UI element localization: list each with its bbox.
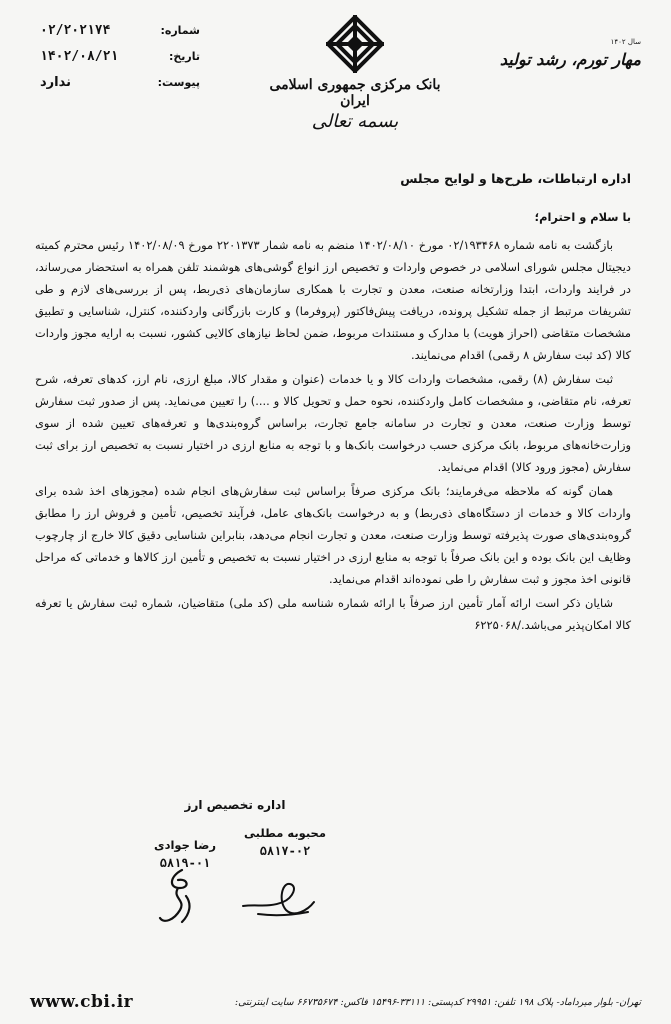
signing-department: اداره تخصیص ارز — [184, 798, 286, 812]
footer — [30, 992, 641, 1012]
meta-attachment-label: پیوست: — [157, 76, 200, 89]
paragraph-3: همان گونه که ملاحظه می‌فرمایند؛ بانک مرکزی صرفاً براساس ثبت سفارش‌های انجام شده (مجوزهای اخذ شده برای واردات کالا و خدمات از دستگاه‌های ذی‌ربط) و به درخواست بانک‌های عامل، فرآیند تخصیص، تأمین و فروش ارز را مطابق گروه‌بندی‌های صورت پذیرفته توسط وزارت صنعت، معدن و تجارت انجام می‌دهد، بنابراین شناسایی دقیق کالا خارج از چارچوب وظایف این بانک بوده و این بانک صرفاً با توجه به منابع ارزی در اختیار نسبت به تخصیص و تأمین ارز کالاها و خدماتی که مراحل قانونی اخذ مجوز و ثبت سفارش را طی نموده‌اند اقدام می‌نماید. — [35, 484, 631, 586]
meta-date-label: تاریخ: — [168, 50, 200, 63]
signer-1-code: ۵۸۱۷-۰۲ — [259, 844, 311, 858]
slogan-year: سال ۱۴۰۲ — [610, 38, 641, 46]
paragraph-1: بازگشت به نامه شماره ۰۲/۱۹۳۴۶۸ مورخ ۱۴۰۲/۰۸/۱۰ منضم به نامه شمار ۲۲۰۱۳۷۳ مورخ ۱۴۰۲/۰۸/۰۹ رئیس محترم کمیته دیجیتال مجلس شورای اسلامی در خصوص واردات و تخصیص ارز انواع گوشی‌های هوشمند تلفن همراه به استحضار می‌رساند، در فرایند واردات، ابتدا وزارتخانه صنعت، معدن و تجارت با همکاری سازمان‌های ذی‌ربط، پس از بررسی‌های لازم و طی تشریفات مرتبط از جمله تشکیل پرونده، دریافت پیش‌فاکتور (پروفرما) و کارت بازرگانی واردکننده، کنترل، شناسایی و تطبیق مشخصات متقاضی (احراز هویت) با مدارک و مستندات مربوط، ضمن لحاظ نیازهای کالایی کشور، نسبت به ارایه مجوز واردات کالا (کد ثبت سفارش ۸ رقمی) اقدام می‌نمایند. — [35, 238, 631, 362]
letter-body — [35, 168, 631, 636]
paragraph-2: ثبت سفارش (۸) رقمی، مشخصات واردات کالا و یا خدمات (عنوان و مقدار کالا، مبلغ ارزی، نام ارز، کدهای تعرفه، شرح تعرفه، نام متقاضی، و مشخصات کامل واردکننده، نحوه حمل و تحویل کالا و ....) را تعیین می‌نماید. پس از صدور ثبت سفارش توسط وزارت صنعت، معدن و تجارت در سامانه جامع تجارت، براساس گروه‌بندی‌ها و تعرفه‌های تعیین شده از سوی وزارت‌خانه‌های مربوط، بانک مرکزی حسب درخواست بانک‌ها و با توجه به منابع ارزی در اختیار نسبت به تخصیص ارز برای ثبت سفارش (مجوز ورود کالا) اقدام می‌نماید. — [35, 372, 631, 474]
footer-address: تهران- بلوار میرداماد- پلاک ۱۹۸ تلفن: ۲۹۹۵۱ کدپستی: ۳۳۱۱۱-۱۵۴۹۶ فاکس: ۶۶۷۳۵۶۷۴ سایت اینترنتی: — [234, 996, 641, 1008]
meta-date-value: ۱۴۰۲/۰۸/۲۱ — [40, 49, 119, 64]
meta-attachment-value: ندارد — [40, 75, 72, 90]
signer-2-name: رضا جوادی — [154, 838, 216, 852]
meta-number-label: شماره: — [160, 24, 200, 37]
signature-2-scribble — [152, 866, 202, 928]
greeting: با سلام و احترام؛ — [534, 210, 631, 224]
signer-1-name: محبوبه مطلبی — [244, 826, 326, 840]
bank-invocation: بسمه تعالی — [311, 111, 399, 132]
letter-meta — [40, 18, 200, 96]
cbi-logo-icon — [326, 15, 384, 73]
meta-date-row — [40, 44, 200, 70]
meta-number-row — [40, 18, 200, 44]
signature-1-scribble — [238, 866, 318, 926]
signer-1 — [230, 824, 340, 860]
meta-attachment-row — [40, 70, 200, 96]
recipient: اداره ارتباطات، طرح‌ها و لوایح مجلس — [400, 171, 631, 186]
meta-number-value: ۰۲/۲۰۲۱۷۴ — [40, 23, 111, 38]
bank-name: بانک مرکزی جمهوری اسلامی ایران — [269, 77, 441, 109]
year-slogan: مهار تورم، رشد تولید — [499, 50, 641, 69]
signer-2-code: ۵۸۱۹-۰۱ — [159, 856, 211, 870]
paragraph-4: شایان ذکر است ارائه آمار تأمین ارز صرفاً با ارائه شماره شناسه ملی (کد ملی) متقاضیان، شماره ثبت سفارش یا تعرفه کالا امکان‌پذیر می‌باشد./۶۲۲۵۰۶۸ — [35, 596, 631, 632]
footer-website: www.cbi.ir — [30, 992, 134, 1012]
bank-header — [265, 15, 445, 132]
